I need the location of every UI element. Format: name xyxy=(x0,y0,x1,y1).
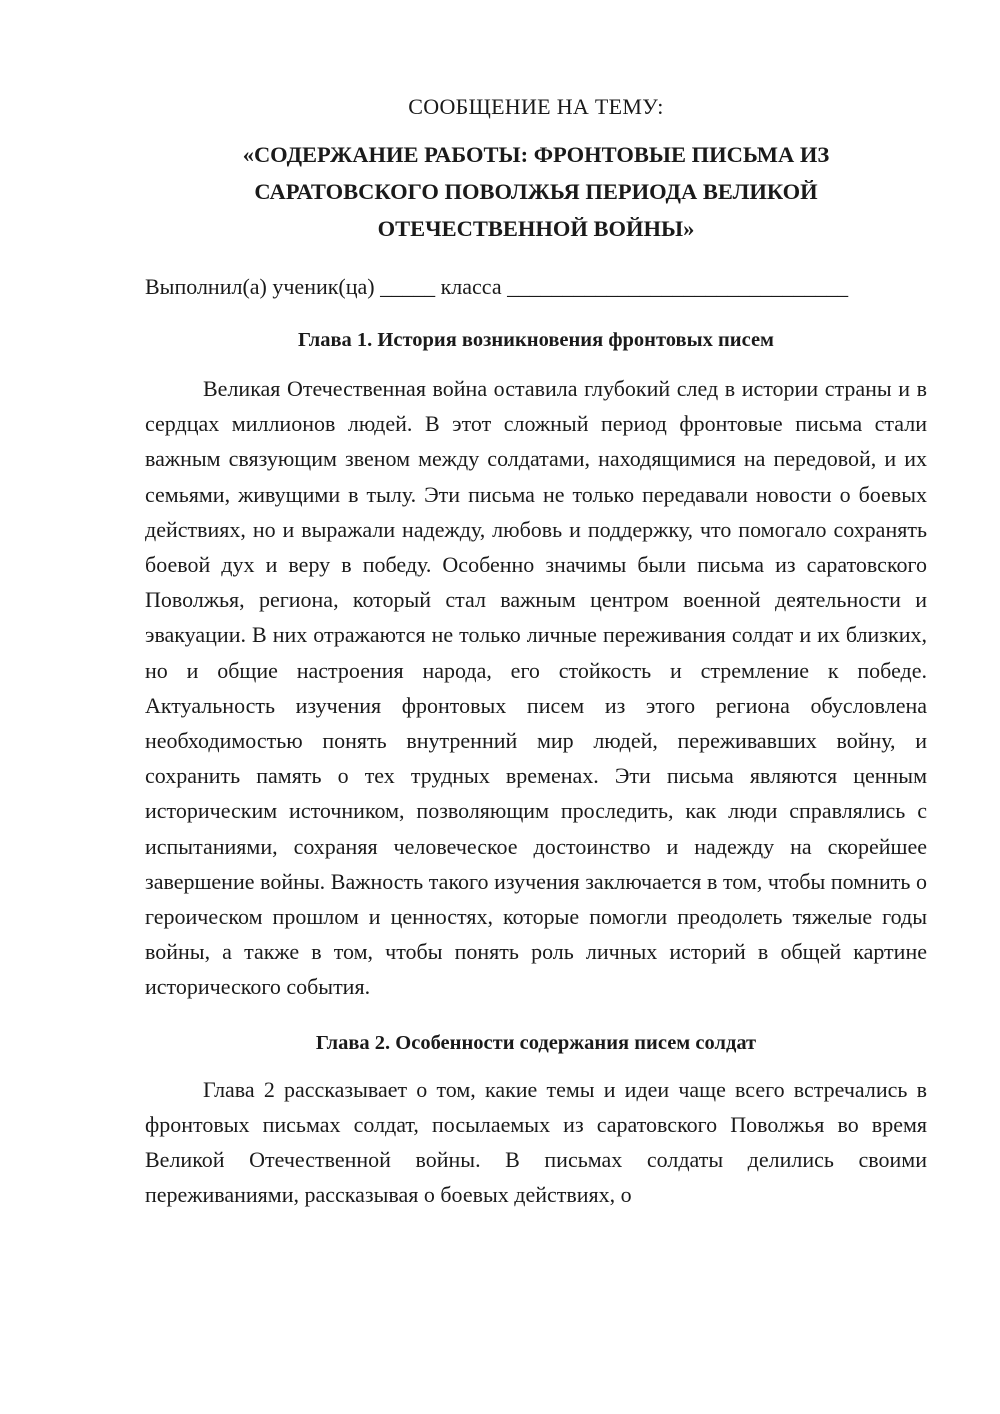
document-title-line: САРАТОВСКОГО ПОВОЛЖЬЯ ПЕРИОДА ВЕЛИКОЙ xyxy=(254,179,818,204)
chapter-1-paragraph: Великая Отечественная война оставила глубокий след в истории страны и в сердцах миллионов людей. В этот сложный период фронтовые письма стали важным связующим звеном между солдатами, находящимися на передовой, и их семьями, живущими в тылу. Эти письма не только передавали новости о боевых действиях, но и выражали надежду, любовь и поддержку, что помогало сохранять боевой дух и веру в победу. Особенно значимы были письма из саратовского Поволжья, региона, который стал важным центром военной деятельности и эвакуации. В них отражаются не только личные переживания солдат и их близких, но и общие настроения народа, его стойкость и стремление к победе. Актуальность изучения фронтовых писем из этого региона обусловлена необходимостью понять внутренний мир людей, переживавших войну, и сохранить память о тех трудных временах. Эти письма являются ценным историческим источником, позволяющим проследить, как люди справлялись с испытаниями, сохраняя человеческое достоинство и надежду на скорейшее завершение войны. Важность такого изучения заключается в том, чтобы помнить о героическом прошлом и ценностях, которые помогли преодолеть тяжелые годы войны, а также в том, чтобы понять роль личных историй в общей картине исторического события. xyxy=(145,376,927,1000)
author-line: Выполнил(а) ученик(ца) _____ класса _______________________________ xyxy=(145,274,849,299)
chapter-2-title: Глава 2. Особенности содержания писем солдат xyxy=(315,1031,757,1054)
document-title-line: ОТЕЧЕСТВЕННОЙ ВОЙНЫ» xyxy=(377,216,695,241)
document-title xyxy=(145,136,927,247)
document-heading: СООБЩЕНИЕ НА ТЕМУ: xyxy=(408,94,664,119)
chapter-1-title: Глава 1. История возникновения фронтовых писем xyxy=(297,329,775,351)
chapter-2-paragraph: Глава 2 рассказывает о том, какие темы и идеи чаще всего встречались в фронтовых письмах солдат, посылаемых из саратовского Поволжья во время Великой Отечественной войны. В письмах солдаты делились своими переживаниями, рассказывая о боевых действиях, о xyxy=(145,1076,927,1208)
document-page xyxy=(145,92,927,1212)
document-title-line: «СОДЕРЖАНИЕ РАБОТЫ: ФРОНТОВЫЕ ПИСЬМА ИЗ xyxy=(242,142,830,167)
